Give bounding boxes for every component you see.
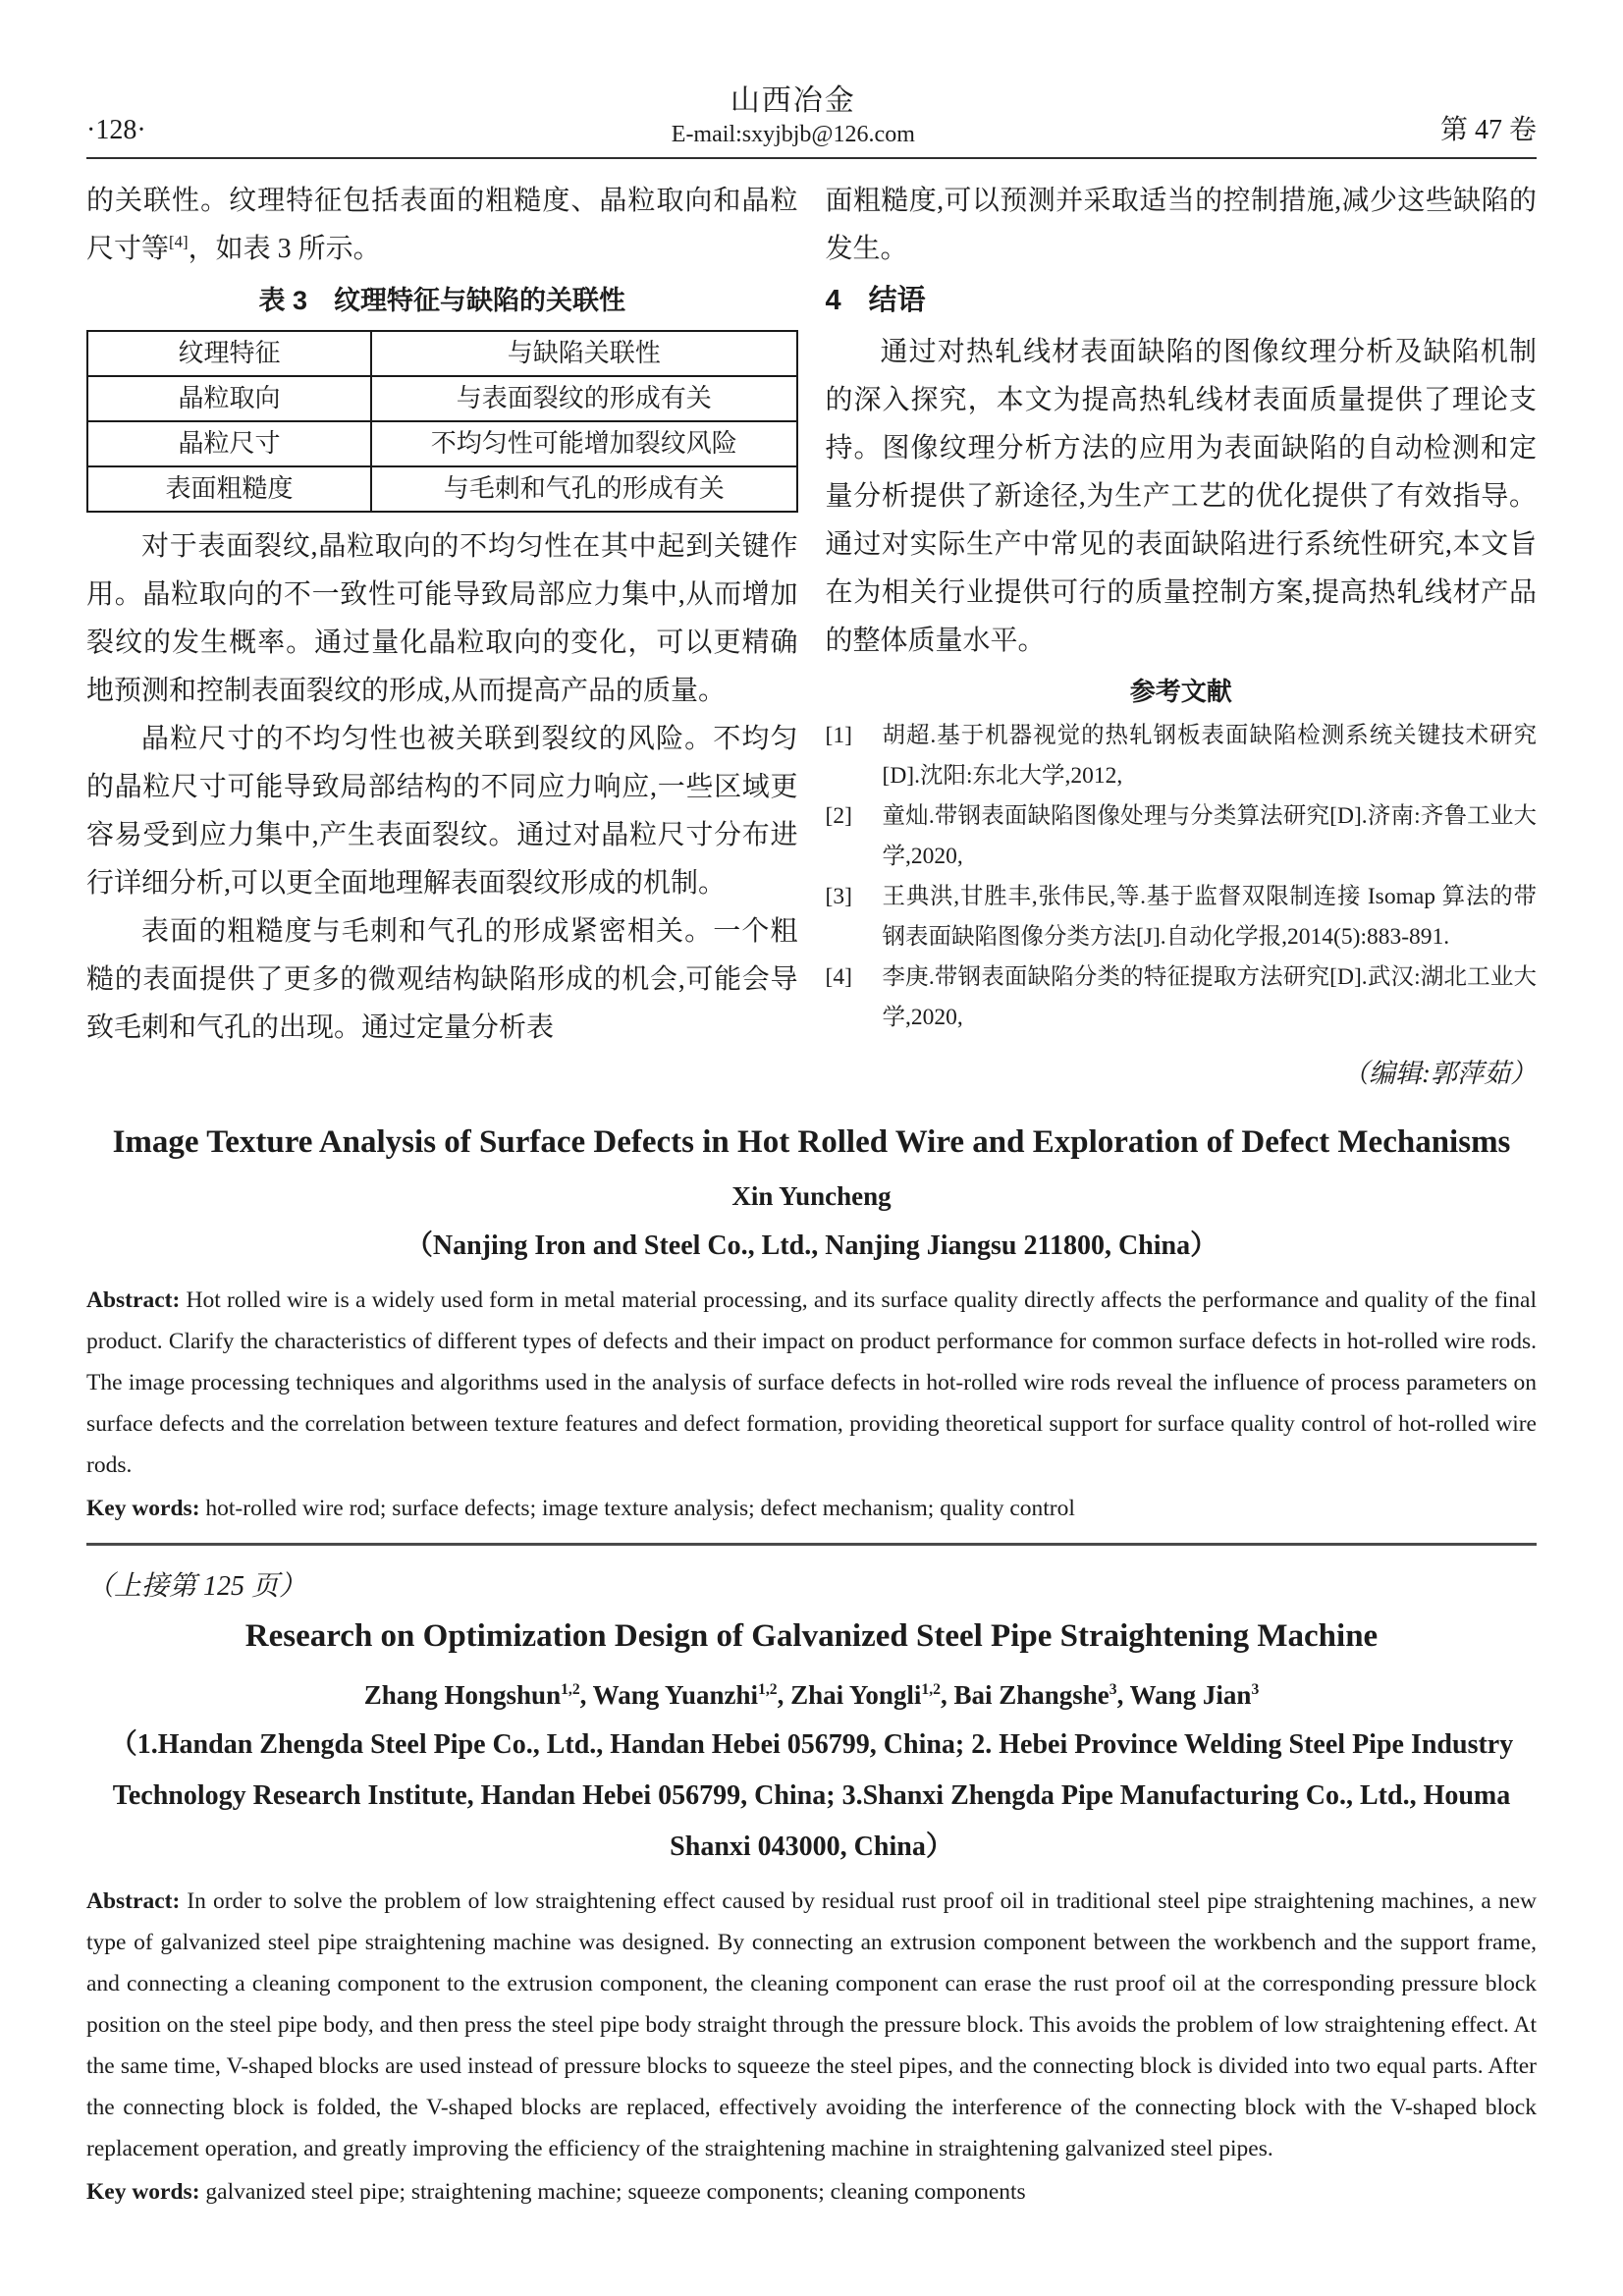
header-rule [86, 157, 1537, 159]
left-column [86, 177, 798, 1095]
reference-item [826, 716, 1538, 796]
two-column-body [86, 177, 1537, 1095]
body-paragraph [86, 177, 798, 273]
reference-label: [4] [825, 964, 852, 990]
abstract-label: Abstract: [86, 1888, 181, 1914]
table-row [87, 466, 797, 512]
author-affiliation-superscript: 3 [1109, 1681, 1117, 1698]
abstract-label: Abstract: [86, 1287, 181, 1313]
reference-label: [3] [825, 884, 852, 909]
article2-abstract [86, 1881, 1537, 2169]
article1-author: Xin Yuncheng [731, 1181, 892, 1211]
article2-authors [86, 1667, 1537, 1718]
references-list [826, 716, 1538, 1038]
reference-item [826, 957, 1538, 1038]
reference-item [826, 877, 1538, 957]
journal-email: E-mail:sxyjbjb@126.com [671, 122, 915, 147]
article1-english-block [86, 1115, 1537, 1529]
continued-from-note: （上接第 125 页） [86, 1571, 307, 1602]
author-affiliation-superscript: 1,2 [758, 1681, 778, 1698]
author-affiliation-superscript: 1,2 [921, 1681, 941, 1698]
body-paragraph: 对于表面裂纹,晶粒取向的不均匀性在其中起到关键作用。晶粒取向的不一致性可能导致局部应力集中,从而增加裂纹的发生概率。通过量化晶粒取向的变化，可以更精确地预测和控制表面裂纹的形成,从而提高产品的质量。 [86, 531, 798, 706]
section-heading [826, 275, 1538, 326]
paragraph-text: 的关联性。纹理特征包括表面的粗糙度、晶粒取向和晶粒尺寸等 [86, 186, 798, 264]
table-header-cell: 纹理特征 [87, 331, 371, 376]
author-affiliation-superscript: 3 [1251, 1681, 1260, 1698]
reference-label: [1] [825, 723, 852, 748]
references-heading: 参考文献 [1129, 677, 1232, 706]
table-cell: 晶粒尺寸 [87, 421, 371, 466]
page-header [86, 82, 1537, 149]
table-row [87, 421, 797, 466]
section-title: 结语 [868, 285, 926, 316]
table-cell: 不均匀性可能增加裂纹风险 [371, 421, 797, 466]
keywords-label: Key words: [86, 2179, 200, 2205]
author-affiliation-superscript: 1,2 [561, 1681, 580, 1698]
paragraph-text: ，如表 3 所示。 [188, 234, 381, 264]
abstract-text: Hot rolled wire is a widely used form in metal material processing, and its surface quality directly affects the performance and quality of the final product. Clarify the characteristics of different types of defects and their impact on product performance for common surface defects in hot-rolled wire rods. The image processing techniques and algorithms used in the analysis of surface defects in hot-rolled wire rods reveal the influence of process parameters on surface defects and the correlation between texture features and defect formation, providing theoretical support for surface quality control of hot-rolled wire rods. [86, 1287, 1538, 1478]
reference-item [826, 796, 1538, 877]
journal-name: 山西冶金 [730, 84, 856, 117]
right-column [826, 177, 1538, 1095]
table-header-row [87, 331, 797, 376]
author-name: , Zhai Yongli [777, 1680, 922, 1710]
reference-text: 李庚.带钢表面缺陷分类的特征提取方法研究[D].武汉:湖北工业大学,2020, [882, 964, 1537, 1030]
editor-note: （编辑:郭萍茹） [1342, 1059, 1537, 1088]
article1-affiliation: （Nanjing Iron and Steel Co., Ltd., Nanjing Jiangsu 211800, China） [405, 1230, 1218, 1261]
article2-affiliation: （1.Handan Zhengda Steel Pipe Co., Ltd., Handan Hebei 056799, China; 2. Hebei Province Welding Steel Pipe Industry Technology Research Institute, Handan Hebei 056799, China; 3.Shanxi Zhengda Pipe Manufacturing Co., Ltd., Houma Shanxi 043000, China） [109, 1729, 1514, 1862]
body-paragraph: 晶粒尺寸的不均匀性也被关联到裂纹的风险。不均匀的晶粒尺寸可能导致局部结构的不同应力响应,一些区域更容易受到应力集中,产生表面裂纹。通过对晶粒尺寸分布进行详细分析,可以更全面地理解表面裂纹形成的机制。 [86, 724, 798, 899]
conclusion-paragraph: 通过对热轧线材表面缺陷的图像纹理分析及缺陷机制的深入探究，本文为提高热轧线材表面质量提供了理论支持。图像纹理分析方法的应用为表面缺陷的自动检测和定量分析提供了新途径,为生产工艺的优化提供了有效指导。通过对实际生产中常见的表面缺陷进行系统性研究,本文旨在为相关行业提供可行的质量控制方案,提高热轧线材产品的整体质量水平。 [825, 337, 1537, 656]
table-cell: 与表面裂纹的形成有关 [371, 376, 797, 421]
body-paragraph: 表面的粗糙度与毛刺和气孔的形成紧密相关。一个粗糙的表面提供了更多的微观结构缺陷形成的机会,可能会导致毛刺和气孔的出现。通过定量分析表 [86, 916, 798, 1043]
abstract-text: In order to solve the problem of low straightening effect caused by residual rust proof oil in traditional steel pipe straightening machines, a new type of galvanized steel pipe straightening machine was designed. By connecting an extrusion component between the workbench and the support frame, and connecting a cleaning component to the extrusion component, the cleaning component can erase the rust proof oil at the corresponding pressure block position on the steel pipe body, and then press the steel pipe body straight through the pressure block. This avoids the problem of low straightening effect. At the same time, V-shaped blocks are used instead of pressure blocks to squeeze the steel pipes, and the connecting block is divided into two equal parts. After the connecting block is folded, the V-shaped blocks are replaced, effectively avoiding the interference of the connecting block with the V-shaped block replacement operation, and greatly improving the efficiency of the straightening machine in straightening galvanized steel pipes. [86, 1888, 1537, 2161]
article2-english-block [86, 1565, 1537, 2213]
table-3 [86, 330, 798, 513]
keywords-text: hot-rolled wire rod; surface defects; image texture analysis; defect mechanism; quality control [205, 1496, 1075, 1521]
reference-text: 王典洪,甘胜丰,张伟民,等.基于监督双限制连接 Isomap 算法的带钢表面缺陷图像分类方法[J].自动化学报,2014(5):883-891. [882, 884, 1537, 950]
citation-superscript: [4] [169, 232, 189, 251]
article1-title: Image Texture Analysis of Surface Defects in Hot Rolled Wire and Exploration of Defect Mechanisms [112, 1124, 1511, 1160]
author-name: , Wang Jian [1116, 1680, 1252, 1710]
keywords-label: Key words: [86, 1496, 200, 1521]
reference-label: [2] [825, 803, 852, 829]
keywords-text: galvanized steel pipe; straightening machine; squeeze components; cleaning components [205, 2179, 1026, 2205]
article2-keywords [86, 2171, 1537, 2213]
author-name: , Bai Zhangshe [940, 1680, 1109, 1710]
table-cell: 晶粒取向 [87, 376, 371, 421]
table-row [87, 376, 797, 421]
section-divider [86, 1543, 1537, 1546]
page-number: ·128· [86, 115, 146, 145]
author-name: , Wang Yuanzhi [579, 1680, 759, 1710]
reference-text: 胡超.基于机器视觉的热轧钢板表面缺陷检测系统关键技术研究[D].沈阳:东北大学,2012, [882, 723, 1537, 789]
article2-title: Research on Optimization Design of Galvanized Steel Pipe Straightening Machine [244, 1618, 1379, 1654]
table-caption: 表 3 纹理特征与缺陷的关联性 [258, 286, 626, 315]
article1-abstract [86, 1280, 1537, 1486]
table-header-cell: 与缺陷关联性 [371, 331, 797, 376]
volume-number: 第 47 卷 [1439, 115, 1537, 145]
author-name: Zhang Hongshun [363, 1680, 562, 1710]
reference-text: 童灿.带钢表面缺陷图像处理与分类算法研究[D].济南:齐鲁工业大学,2020, [882, 803, 1537, 869]
journal-masthead [672, 82, 915, 149]
body-paragraph: 面粗糙度,可以预测并采取适当的控制措施,减少这些缺陷的发生。 [825, 186, 1537, 264]
table-cell: 与毛刺和气孔的形成有关 [371, 466, 797, 512]
table-cell: 表面粗糙度 [87, 466, 371, 512]
section-number: 4 [825, 285, 841, 316]
article1-keywords [86, 1488, 1537, 1529]
